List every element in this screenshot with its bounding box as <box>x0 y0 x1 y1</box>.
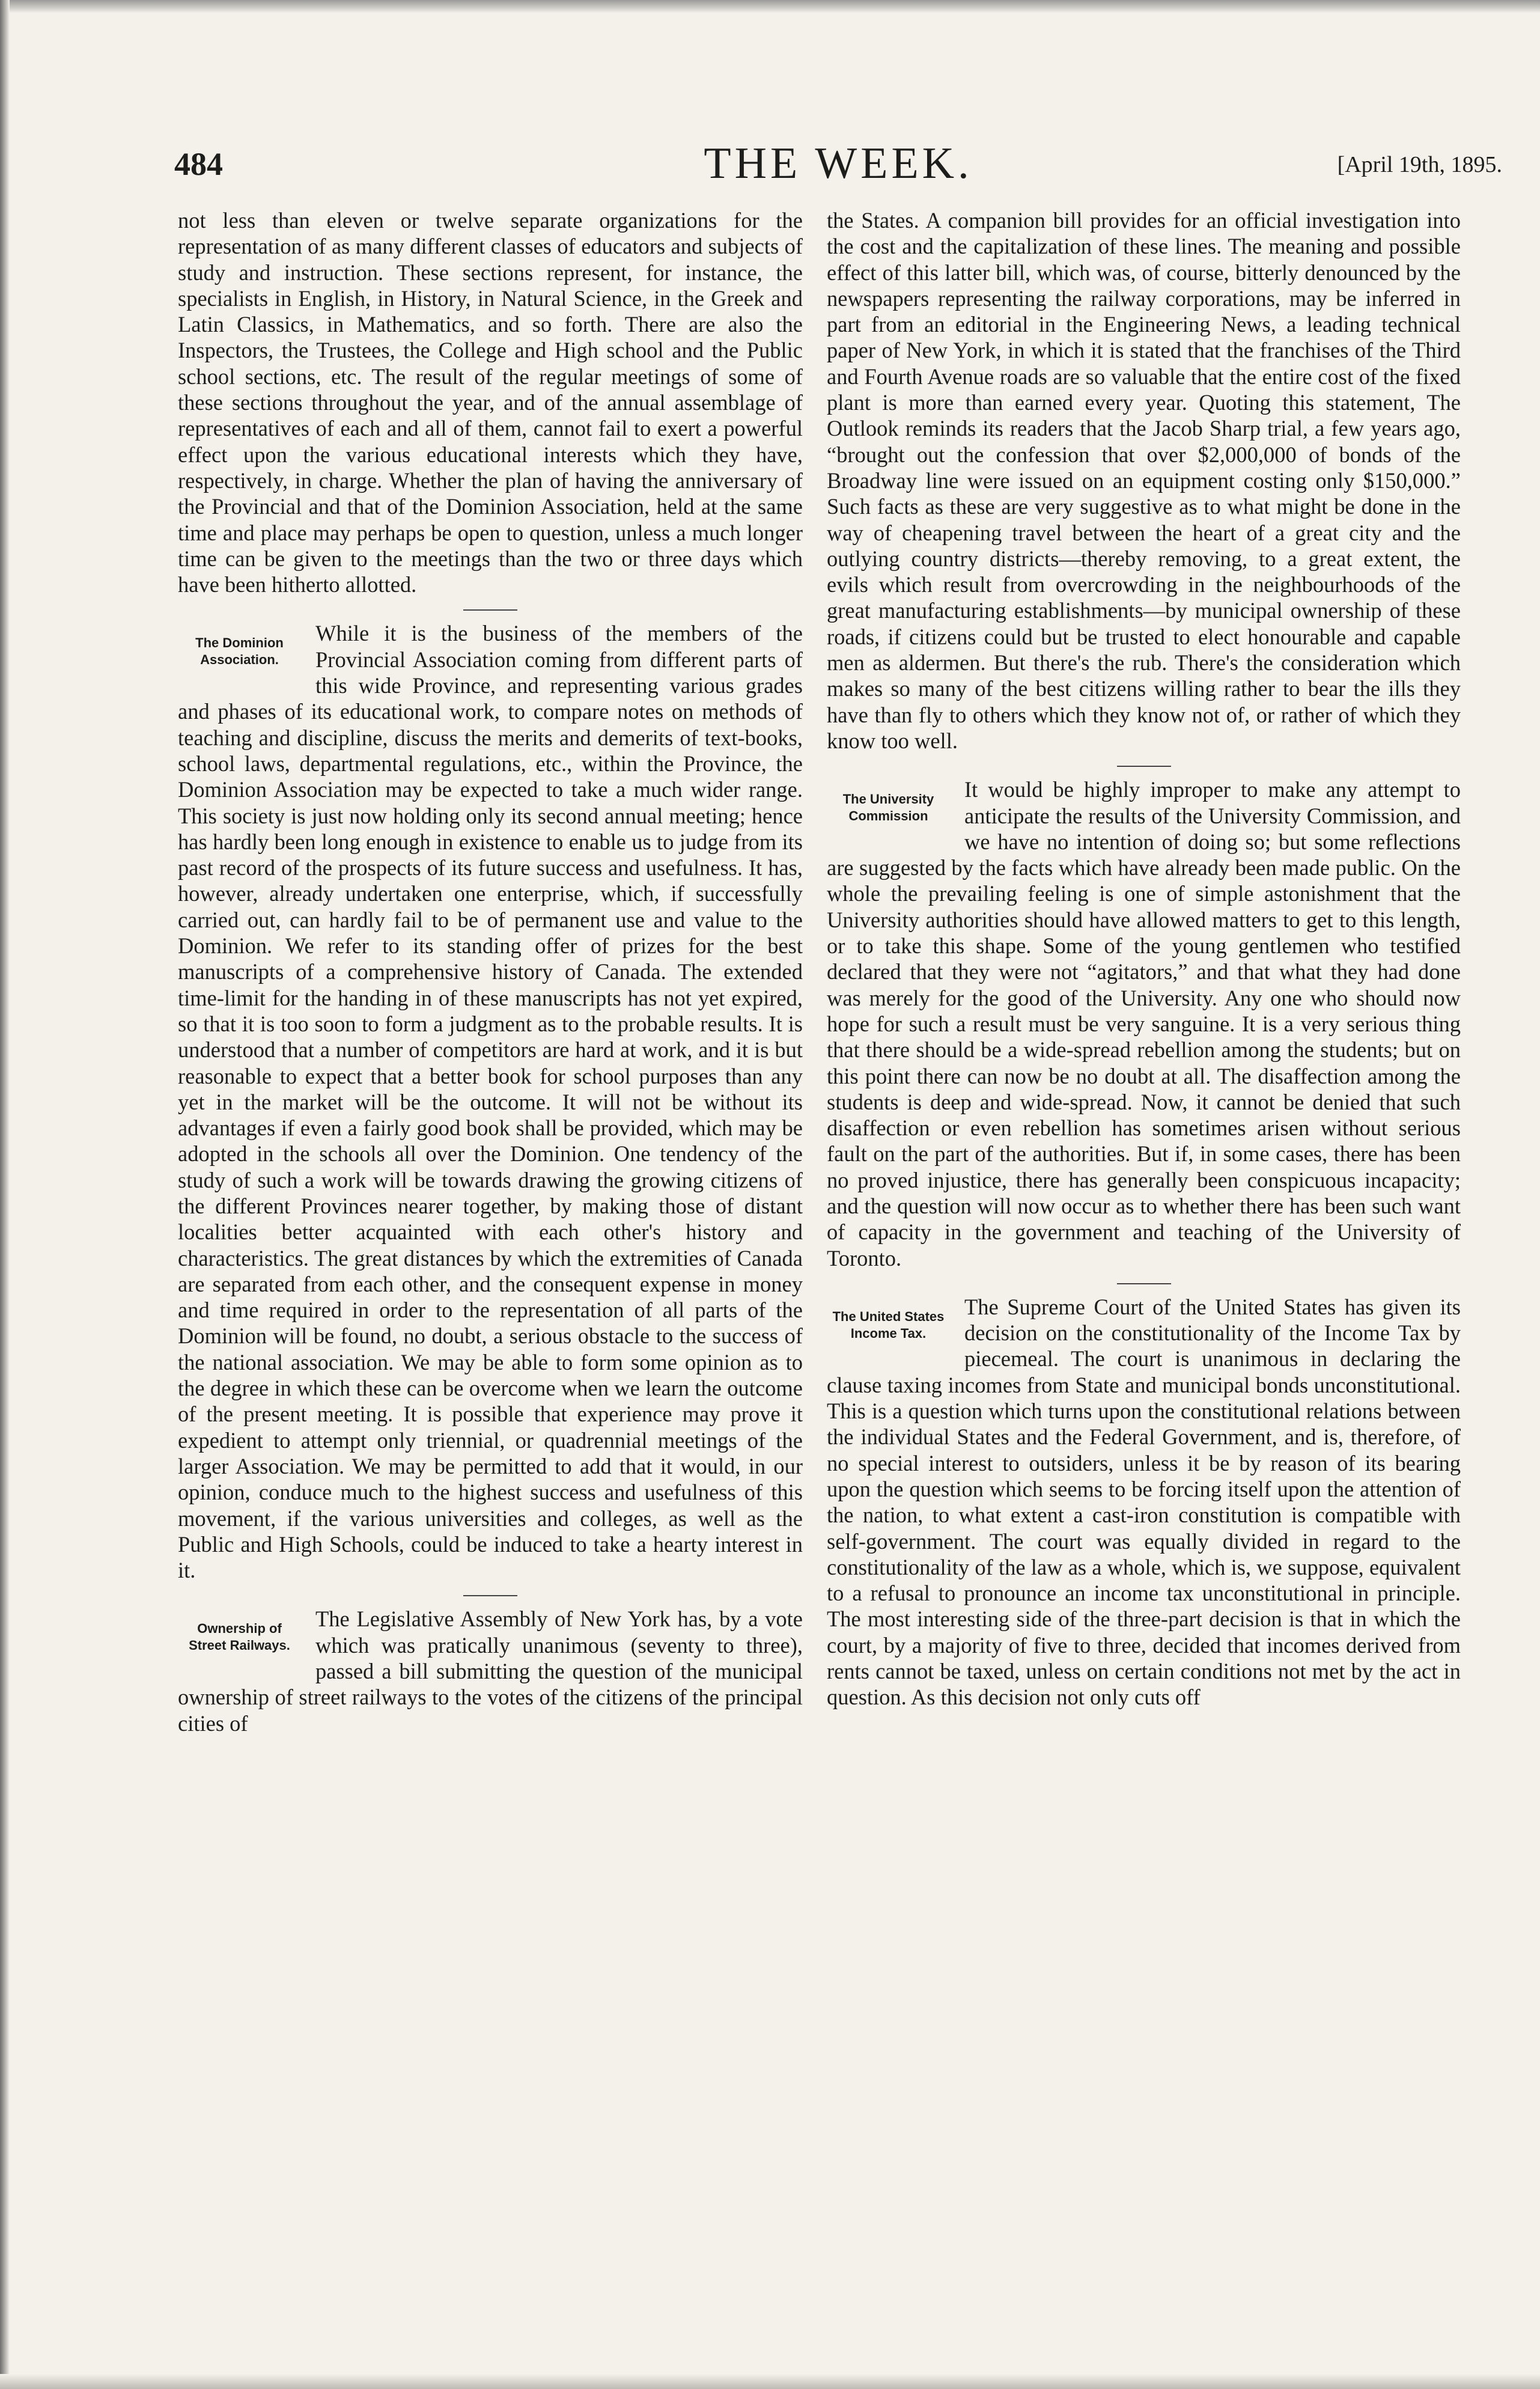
article-dominion-association <box>178 620 803 1583</box>
intro-paragraph: not less than eleven or twelve separate organizations for the representation of as many different classes of educators and subjects of study and instruction. These sections represent, for instance, the specialists in English, in History, in Natural Science, in the Greek and Latin Classics, in Mathematics, and so forth. There are also the Inspectors, the Trustees, the College and High school and the Public school sections, etc. The result of the regular meetings of some of these sections throughout the year, and of the annual assemblage of representatives of each and all of them, cannot fail to exert a powerful effect upon the various educational interests which they have, respectively, in charge. Whether the plan of having the anniversary of the Provincial and that of the Dominion Association, held at the same time and place may perhaps be open to question, unless a much longer time can be given to the meetings than the two or three days which have been hitherto allotted. <box>178 208 803 597</box>
page-binding-edge <box>0 0 10 2389</box>
article-income-tax <box>827 1294 1461 1710</box>
masthead-title: THE WEEK. <box>704 139 973 188</box>
article-street-railways <box>178 1606 803 1736</box>
right-column <box>827 207 1461 1710</box>
side-heading-street-railways: Ownership of Street Railways. <box>189 1621 290 1653</box>
article-body: It would be highly improper to make any attempt to anticipate the results of the University Commission, and we have no intention of doing so; but some reflections are suggested by the facts which have already been made public. On the whole the prevailing feeling is one of simple astonishment that the University authorities should have allowed matters to get to this length, or to take this shape. Some of the young gentlemen who testified declared that they were not “agitators,” and that what they had done was merely for the good of the University. Any one who should now hope for such a result must be very sanguine. It is a very serious thing that there should be a wide-spread rebellion among the students; but on this point there can now be no doubt at all. The disaffection among the students is deep and wide-spread. Now, it cannot be denied that such disaffection or even rebellion has sometimes arisen without serious fault on the part of the authorities. But if, in some cases, there has been no proved injustice, there has generally been conspicuous incapacity; and the question will now occur as to whether there has been such want of capacity in the government and teaching of the University of Toronto. <box>827 777 1461 1271</box>
page-bottom-edge <box>0 2374 1540 2389</box>
article-body: The Supreme Court of the United States has given its decision on the constitutionality of the Income Tax by piecemeal. The court is unanimous in declaring the clause taxing incomes from State and municipal bonds unconstitutional. This is a question which turns upon the constitutional relations between the individual States and the Federal Government, and is, therefore, of no special interest to outsiders, unless it be by reason of its bearing upon the question which seems to be forcing itself upon the attention of the nation, to what extent a cast-iron constitution is compatible with self-government. The court was equally divided in regard to the constitutionality of the law as a whole, which is, we suppose, equivalent to a refusal to pronounce an income tax unconstitutional in principle. The most interesting side of the three-part decision is that in which the court, by a majority of five to three, decided that incomes derived from rents cannot be taxed, unless on certain conditions not met by the act in question. As this decision not only cuts off <box>827 1294 1461 1710</box>
article-body: The Legislative Assembly of New York has, by a vote which was pratically unanimous (seventy to three), passed a bill submitting the question of the municipal ownership of street railways to the votes of the citizens of the principal cities of <box>178 1606 803 1736</box>
section-divider <box>463 1595 517 1596</box>
section-divider <box>1117 1283 1171 1284</box>
side-heading-university-commission: The University Commission <box>842 792 934 824</box>
left-column <box>178 207 803 1736</box>
side-heading-dominion-association: The Dominion Association. <box>195 635 284 668</box>
page-top-edge <box>0 0 1540 13</box>
issue-date: [April 19th, 1895. <box>1337 152 1502 177</box>
side-heading-income-tax: The United States Income Tax. <box>832 1308 945 1341</box>
page-header <box>174 138 1502 204</box>
continuation-paragraph: the States. A companion bill provides for an official investigation into the cost and the capitalization of these lines. The meaning and possible effect of this latter bill, which was, of course, bitterly denounced by the newspapers representing the railway corporations, may be inferred in part from an editorial in the Engineering News, a leading technical paper of New York, in which it is stated that the franchises of the Third and Fourth Avenue roads are so valuable that the entire cost of the fixed plant is more than earned every year. Quoting this statement, The Outlook reminds its readers that the Jacob Sharp trial, a few years ago, “brought out the confession that over $2,000,000 of bonds of the Broadway line were issued on an equipment costing only $150,000.” Such facts as these are very suggestive as to what might be done in the way of cheapening travel between the heart of a great city and the outlying country districts—thereby removing, to a great extent, the evils which result from overcrowding in the neighbourhoods of the great manufacturing establishments—by municipal ownership of these roads, if citizens could but be trusted to elect honourable and capable men as aldermen. But there's the rub. There's the consideration which makes so many of the best citizens willing rather to bear the ills they have than fly to others which they know not of, or rather of which they know too well. <box>827 208 1461 753</box>
article-body: While it is the business of the members of the Provincial Association coming from different parts of this wide Province, and representing various grades and phases of its educational work, to compare notes on methods of teaching and discipline, discuss the merits and demerits of text-books, school laws, departmental regulations, etc., within the Province, the Dominion Association may be expected to take a much wider range. This society is just now holding only its second annual meeting; hence has hardly been long enough in existence to enable us to judge from its past record of the prospects of its future success and usefulness. It has, however, already undertaken one enterprise, which, if successfully carried out, can hardly fail to be of permanent use and value to the Dominion. We refer to its standing offer of prizes for the best manuscripts of a comprehensive history of Canada. The extended time-limit for the handing in of these manuscripts has not yet expired, so that it is too soon to form a judgment as to the probable results. It is understood that a number of competitors are hard at work, and it is but reasonable to expect that a better book for school purposes than any yet in the market will be the outcome. It will not be without its advantages if even a fairly good book shall be provided, which may be adopted in the schools all over the Dominion. One tendency of the study of such a work will be towards drawing the growing citizens of the different Provinces nearer together, by making those of distant localities better acquainted with each other's history and characteristics. The great distances by which the extremities of Canada are separated from each other, and the consequent expense in money and time required in order to the representation of all parts of the Dominion will be found, no doubt, a serious obstacle to the success of the national association. We may be able to form some opinion as to the degree in which these can be overcome when we learn the outcome of the present meeting. It is possible that experience may prove it expedient to attempt only triennial, or quadrennial meetings of the larger Association. We may be permitted to add that it would, in our opinion, conduce much to the highest success and usefulness of this movement, if the various universities and colleges, as well as the Public and High Schools, could be induced to take a hearty interest in it. <box>178 621 803 1583</box>
section-divider <box>1117 766 1171 767</box>
page-number: 484 <box>174 146 223 182</box>
article-university-commission <box>827 777 1461 1271</box>
section-divider <box>463 609 517 611</box>
